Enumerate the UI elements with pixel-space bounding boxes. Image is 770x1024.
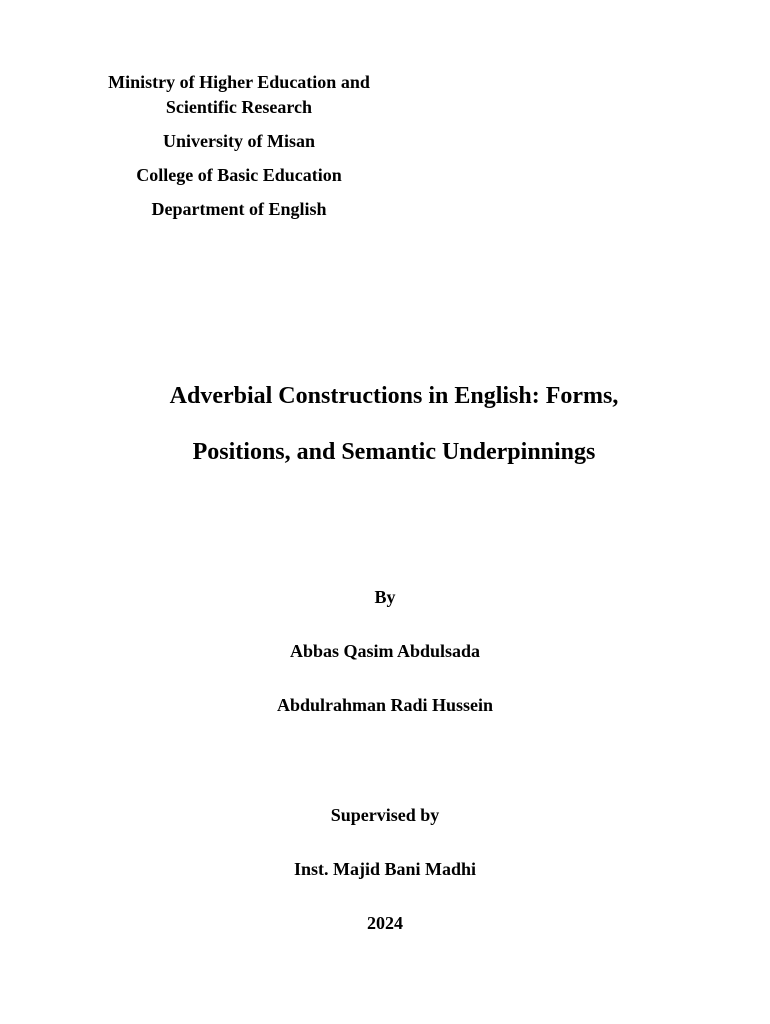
university-name: University of Misan <box>163 131 315 151</box>
ministry-line-1: Ministry of Higher Education and <box>108 72 370 92</box>
document-year: 2024 <box>367 913 403 933</box>
by-label: By <box>374 587 396 607</box>
ministry-line-2: Scientific Research <box>165 97 313 117</box>
supervised-by-label: Supervised by <box>330 805 440 825</box>
document-title-line-1: Adverbial Constructions in English: Forms, <box>169 383 619 409</box>
author-name: Abbas Qasim Abdulsada <box>289 641 481 661</box>
supervisor-name: Inst. Majid Bani Madhi <box>293 859 477 879</box>
department-name: Department of English <box>151 199 327 219</box>
college-name: College of Basic Education <box>136 165 342 185</box>
document-title-line-2: Positions, and Semantic Underpinnings <box>192 439 596 465</box>
author-name: Abdulrahman Radi Hussein <box>276 695 494 715</box>
institution-header <box>78 70 400 222</box>
